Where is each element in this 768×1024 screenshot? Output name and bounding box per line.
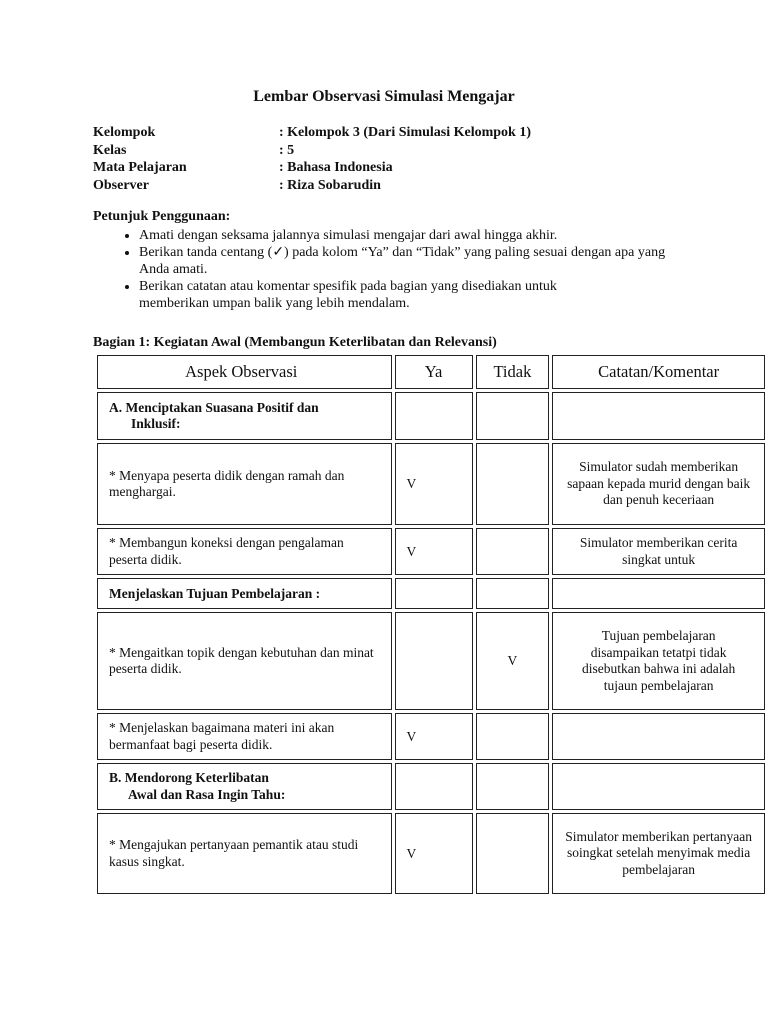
aspect-cell: * Menjelaskan bagaimana materi ini akan bermanfaat bagi peserta didik.	[97, 713, 392, 760]
note-cell: Simulator memberikan pertanyaan soingkat setelah menyimak media pembelajaran	[552, 813, 765, 894]
info-label: Kelas	[93, 142, 127, 158]
instructions-heading: Petunjuk Penggunaan:	[93, 209, 231, 224]
info-row-mata-pelajaran	[93, 159, 531, 177]
aspect-cell	[97, 763, 392, 810]
aspect-cell: * Membangun koneksi dengan pengalaman peserta didik.	[97, 528, 392, 575]
instruction-item: • Amati dengan seksama jalannya simulasi mengajar dari awal hingga akhir.	[139, 227, 693, 244]
table-row	[97, 813, 765, 894]
instruction-item: • Berikan tanda centang (✓) pada kolom “Ya” dan “Tidak” yang paling sesuai dengan apa yang Anda amati.	[139, 244, 669, 278]
note-cell	[552, 578, 765, 609]
info-row-observer	[93, 177, 531, 195]
table-row	[97, 612, 765, 710]
tidak-cell	[476, 578, 550, 609]
section-title: Bagian 1: Kegiatan Awal (Membangun Keterlibatan dan Relevansi)	[93, 335, 497, 350]
info-label: Observer	[93, 177, 149, 193]
aspect-subheading: Menjelaskan Tujuan Pembelajaran :	[97, 578, 392, 609]
info-row-kelompok	[93, 124, 531, 142]
header-aspek: Aspek Observasi	[97, 355, 392, 389]
aspect-cell	[97, 392, 392, 440]
aspect-heading-line1: B. Mendorong Keterlibatan	[109, 770, 269, 785]
note-cell: Simulator sudah memberikan sapaan kepada murid dengan baik dan penuh keceriaan	[552, 443, 765, 525]
tidak-cell	[476, 763, 550, 810]
tidak-cell	[476, 443, 550, 525]
note-cell: Tujuan pembelajaran disampaikan tetatpi tidak disebutkan bahwa ini adalah tujaun pembelajaran	[552, 612, 765, 710]
aspect-heading-line2: Inklusif:	[131, 416, 181, 431]
aspect-heading-line1: A. Menciptakan Suasana Positif dan	[109, 399, 319, 415]
table-header-row	[97, 355, 765, 389]
info-block	[93, 124, 531, 194]
tidak-cell: V	[476, 612, 550, 710]
instructions-list	[93, 227, 693, 312]
document-title: Lembar Observasi Simulasi Mengajar	[253, 88, 515, 105]
info-value: : 5	[279, 142, 295, 158]
table-row	[97, 713, 765, 760]
header-catatan: Catatan/Komentar	[552, 355, 765, 389]
ya-cell	[395, 578, 473, 609]
tidak-cell	[476, 528, 550, 575]
ya-cell: V	[395, 443, 473, 525]
table-row	[97, 578, 765, 609]
table-row	[97, 392, 765, 440]
instruction-item: • Berikan catatan atau komentar spesifik pada bagian yang disediakan untuk memberikan umpan balik yang lebih mendalam.	[139, 278, 619, 312]
info-row-kelas	[93, 142, 531, 160]
tidak-cell	[476, 392, 550, 440]
note-cell	[552, 392, 765, 440]
ya-cell	[395, 763, 473, 810]
aspect-cell: * Menyapa peserta didik dengan ramah dan menghargai.	[97, 443, 392, 525]
info-value: : Kelompok 3 (Dari Simulasi Kelompok 1)	[279, 125, 532, 140]
ya-cell	[395, 612, 473, 710]
aspect-heading-line2: Awal dan Rasa Ingin Tahu:	[128, 786, 286, 802]
note-cell	[552, 713, 765, 760]
aspect-cell: * Mengajukan pertanyaan pemantik atau studi kasus singkat.	[97, 813, 392, 894]
table-row	[97, 763, 765, 810]
observation-table	[94, 352, 768, 897]
ya-cell	[395, 392, 473, 440]
info-label: Kelompok	[93, 125, 156, 140]
note-cell	[552, 763, 765, 810]
info-label: Mata Pelajaran	[93, 160, 187, 175]
table-row	[97, 528, 765, 575]
tidak-cell	[476, 813, 550, 894]
ya-cell: V	[395, 813, 473, 894]
aspect-cell: * Mengaitkan topik dengan kebutuhan dan minat peserta didik.	[97, 612, 392, 710]
info-value: : Bahasa Indonesia	[279, 160, 393, 175]
tidak-cell	[476, 713, 550, 760]
instructions	[93, 208, 693, 312]
ya-cell: V	[395, 528, 473, 575]
table-row	[97, 443, 765, 525]
header-ya: Ya	[395, 355, 473, 389]
note-cell: Simulator memberikan cerita singkat untuk	[552, 528, 765, 575]
info-value: : Riza Sobarudin	[279, 177, 381, 193]
ya-cell: V	[395, 713, 473, 760]
header-tidak: Tidak	[476, 355, 550, 389]
